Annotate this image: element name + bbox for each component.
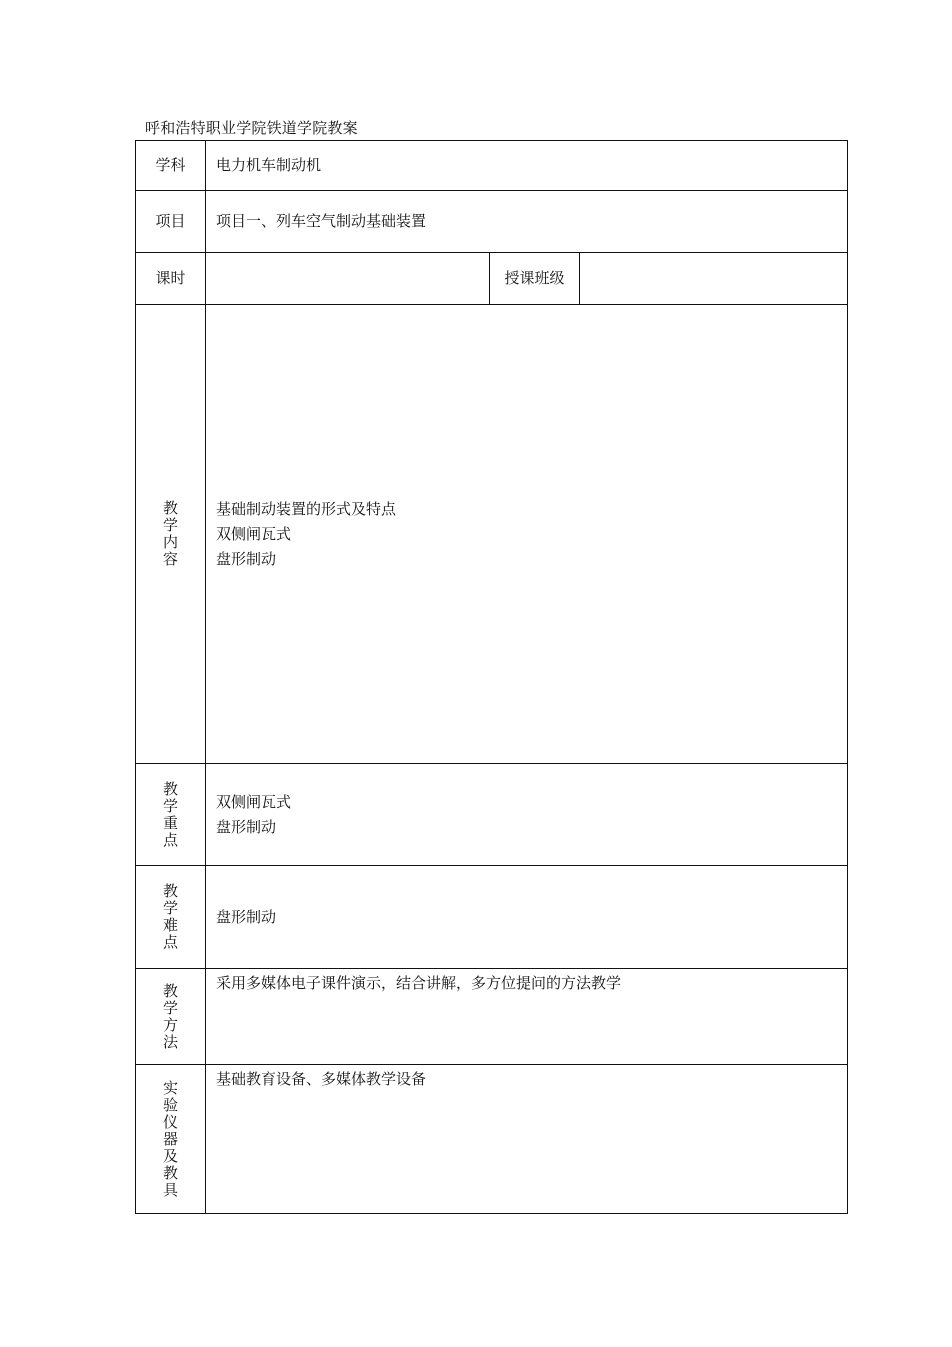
hours-label-cell <box>136 253 206 305</box>
content-line: 基础制动装置的形式及特点 <box>216 499 397 518</box>
method-label: 教学方法 <box>163 981 179 1051</box>
hours-row <box>136 253 848 305</box>
equipment-label: 实验仪器及教具 <box>163 1078 179 1199</box>
difficulties-line: 盘形制动 <box>216 907 277 926</box>
project-label: 项目 <box>155 212 186 230</box>
subject-value: 电力机车制动机 <box>216 156 322 174</box>
content-value-cell <box>206 305 848 764</box>
content-row <box>136 305 848 764</box>
difficulties-label: 教学难点 <box>163 882 179 951</box>
key-points-label-cell <box>136 764 206 866</box>
key-points-label: 教学重点 <box>163 779 179 849</box>
equipment-row <box>136 1065 848 1214</box>
difficulties-value-cell <box>206 866 848 969</box>
key-points-value-cell <box>206 764 848 866</box>
equipment-label-cell <box>136 1065 206 1214</box>
difficulties-row <box>136 866 848 969</box>
key-points-line: 盘形制动 <box>216 817 277 836</box>
project-value-cell <box>206 191 848 253</box>
project-label-cell <box>136 191 206 253</box>
method-line: 采用多媒体电子课件演示，结合讲解，多方位提问的方法教学 <box>216 974 622 992</box>
project-row <box>136 191 848 253</box>
method-value-cell <box>206 969 848 1065</box>
document-title: 呼和浩特职业学院铁道学院教案 <box>145 119 358 137</box>
subject-value-cell <box>206 141 848 191</box>
equipment-value-cell <box>206 1065 848 1214</box>
content-line: 盘形制动 <box>216 549 277 568</box>
lesson-plan-table <box>135 140 848 1214</box>
subject-row <box>136 141 848 191</box>
difficulties-label-cell <box>136 866 206 969</box>
hours-value-cell <box>206 253 490 305</box>
subject-label-cell <box>136 141 206 191</box>
content-label-cell <box>136 305 206 764</box>
content-label: 教学内容 <box>163 499 179 568</box>
project-value: 项目一、列车空气制动基础装置 <box>216 212 427 230</box>
method-label-cell <box>136 969 206 1065</box>
content-line: 双侧闸瓦式 <box>216 524 292 543</box>
equipment-line: 基础教育设备、多媒体教学设备 <box>216 1070 427 1088</box>
class-value-cell <box>580 253 848 305</box>
method-row <box>136 969 848 1065</box>
key-points-row <box>136 764 848 866</box>
class-label-cell <box>490 253 580 305</box>
class-label: 授课班级 <box>504 269 565 287</box>
key-points-line: 双侧闸瓦式 <box>216 792 292 811</box>
subject-label: 学科 <box>155 156 186 174</box>
hours-label: 课时 <box>155 269 186 287</box>
